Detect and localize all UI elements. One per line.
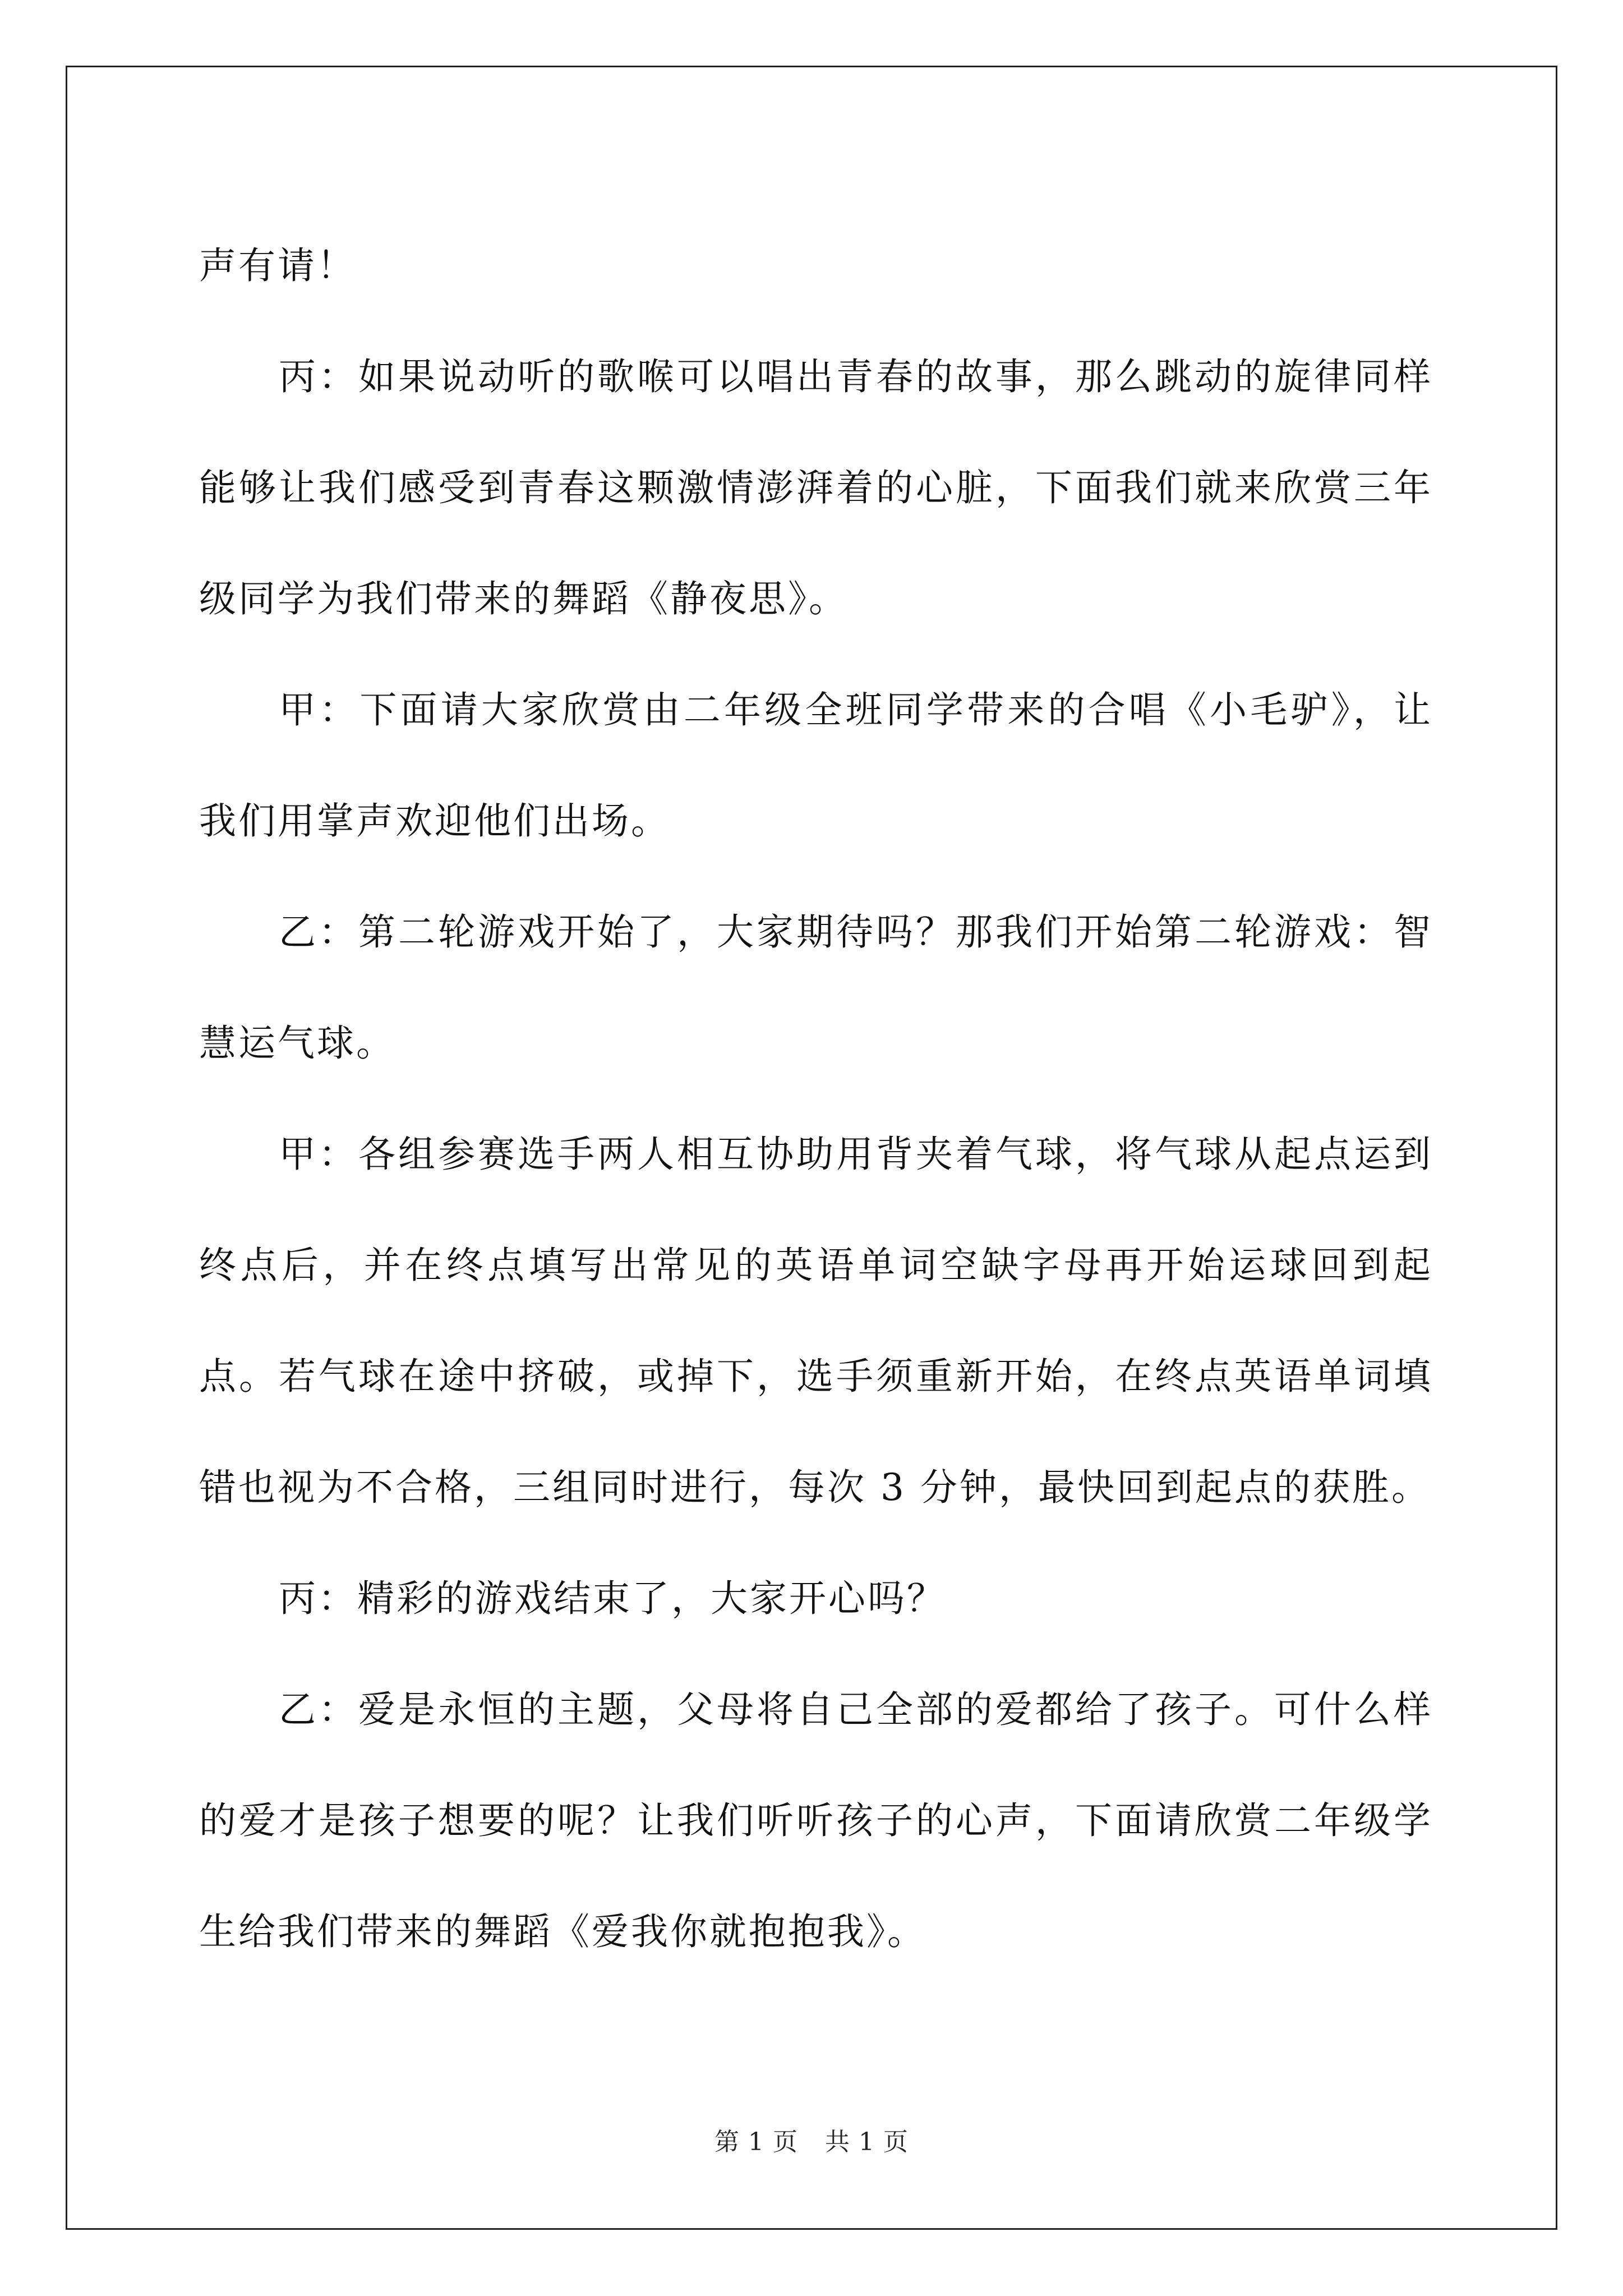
paragraph-6: 丙：精彩的游戏结束了，大家开心吗？: [279, 1577, 946, 1620]
paragraph-2: 丙：如果说动听的歌喉可以唱出青春的故事，那么跳动的旋律同样能够让我们感受到青春这颗激情澎湃着的心脏，下面我们就来欣赏三年级同学为我们带来的舞蹈《静夜思》。: [199, 355, 1433, 620]
page-number: 第 1 页: [714, 2128, 798, 2156]
document-body: [199, 210, 1433, 1987]
paragraph-3: 甲：下面请大家欣赏由二年级全班同学带来的合唱《小毛驴》，让我们用掌声欢迎他们出场。: [199, 688, 1433, 843]
paragraph-7: 乙：爱是永恒的主题，父母将自己全部的爱都给了孩子。可什么样的爱才是孩子想要的呢？让我们听听孩子的心声，下面请欣赏二年级学生给我们带来的舞蹈《爱我你就抱抱我》。: [199, 1688, 1433, 1953]
paragraph-1: 声有请！: [199, 244, 356, 287]
paragraph-4: 乙：第二轮游戏开始了，大家期待吗？那我们开始第二轮游戏：智慧运气球。: [199, 910, 1433, 1065]
paragraph-5: 甲：各组参赛选手两人相互协助用背夹着气球，将气球从起点运到终点后，并在终点填写出常见的英语单词空缺字母再开始运球回到起点。若气球在途中挤破，或掉下，选手须重新开始，在终点英语单词填错也视为不合格，三组同时进行，每次 3 分钟，最快回到起点的获胜。: [199, 1133, 1433, 1509]
page-total: 共 1 页: [825, 2128, 909, 2156]
page-footer: [0, 2122, 1623, 2157]
